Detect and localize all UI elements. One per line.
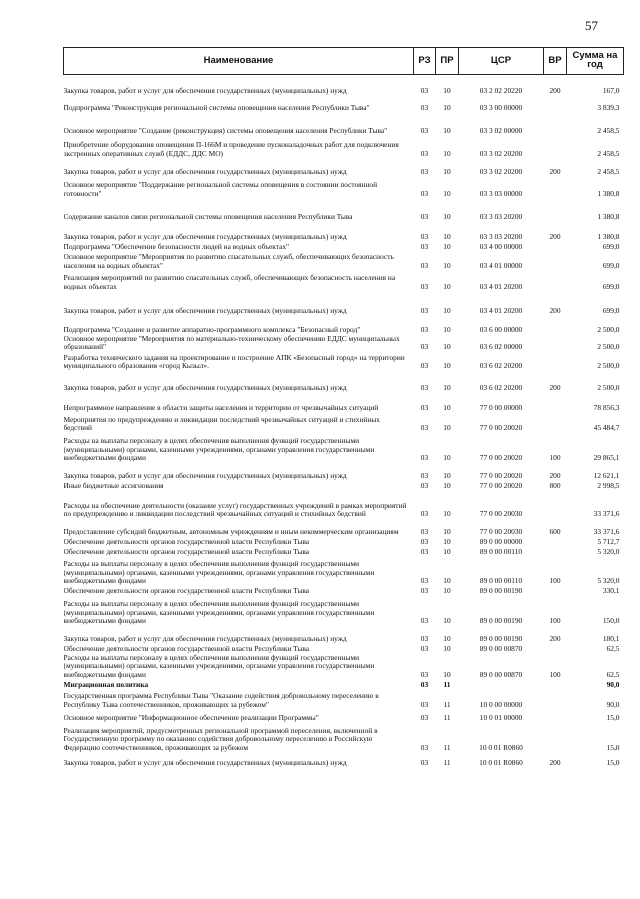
row-pr: 10: [443, 471, 451, 481]
header-pr: ПР: [436, 48, 459, 75]
row-vr: 800: [549, 481, 561, 491]
row-vr: [544, 113, 567, 136]
row-sum: 2 458,5: [597, 148, 620, 158]
table-row: [64, 242, 624, 252]
row-rz: 03: [420, 324, 429, 334]
row-rz: 03: [420, 305, 429, 315]
row-csr: 89 0 00 00190: [479, 616, 523, 626]
row-sum: 2 500,0: [597, 383, 620, 393]
table-row: [64, 586, 624, 596]
row-rz: 03: [420, 537, 429, 547]
row-pr: 10: [443, 509, 451, 519]
row-csr: 03 3 03 00000: [479, 188, 523, 198]
row-name: Расходы на выплаты персоналу в целях обеспечения выполнения функций государственными (муниципальными) органами, казенными учреждениями, органами управления государственными внебюджетными фондами: [63, 653, 375, 679]
row-name: Закупка товаров, работ и услуг для обеспечения государственных (муниципальных) нужд: [63, 757, 347, 767]
row-sum: 29 865,1: [593, 453, 620, 463]
row-vr: 200: [549, 231, 561, 241]
row-sum: 699,0: [602, 281, 620, 291]
row-csr: 03 4 01 20200: [479, 305, 523, 315]
row-csr: 77 0 00 20020: [479, 453, 523, 463]
row-rz: 03: [420, 471, 429, 481]
table-row: [64, 654, 624, 680]
row-csr: 03 3 03 20200: [479, 211, 523, 221]
table-row: [64, 75, 624, 96]
row-name: Закупка товаров, работ и услуг для обеспечения государственных (муниципальных) нужд: [63, 85, 347, 95]
row-csr: 89 0 00 00190: [479, 634, 523, 644]
row-pr: 10: [443, 148, 451, 158]
row-pr: 10: [443, 453, 451, 463]
row-rz: 03: [420, 85, 429, 95]
row-vr: [544, 709, 567, 722]
table-row: [64, 316, 624, 335]
row-vr: [544, 271, 567, 292]
row-rz: 03: [420, 281, 429, 291]
table-row: [64, 335, 624, 352]
table-body: [64, 75, 624, 768]
row-sum: 330,1: [602, 586, 620, 596]
row-pr: 10: [443, 383, 451, 393]
row-pr: 10: [443, 85, 451, 95]
row-sum: 15,0: [606, 712, 620, 722]
row-pr: 10: [443, 537, 451, 547]
row-pr: 11: [443, 699, 451, 709]
row-rz: 03: [420, 679, 429, 689]
row-pr: 10: [443, 481, 451, 491]
row-csr: 03 6 00 00000: [479, 324, 523, 334]
row-csr: 77 0 00 20020: [479, 471, 523, 481]
row-name: Реализация мероприятий по развитию спасательных служб, обеспечивающих безопасность населения на водных объектах: [63, 273, 396, 291]
table-row: [64, 547, 624, 557]
row-pr: 10: [443, 125, 451, 135]
row-rz: 03: [420, 231, 429, 241]
row-csr: 10 0 01 00000: [479, 712, 523, 722]
row-csr: 03 6 02 20200: [479, 383, 523, 393]
page-number: 57: [585, 18, 598, 33]
row-sum: 2 500,0: [597, 342, 620, 352]
row-name: Расходы на выплаты персоналу в целях обеспечения выполнения функций государственными (муниципальными) органами, казенными учреждениями, органами управления государственными внебюджетными фондами: [63, 558, 375, 586]
row-name: Закупка товаров, работ и услуг для обеспечения государственных (муниципальных) нужд: [63, 166, 347, 176]
table-row: [64, 689, 624, 709]
row-vr: 200: [549, 634, 561, 644]
budget-table: [63, 47, 624, 767]
row-rz: 03: [420, 644, 429, 654]
row-sum: 5 712,7: [597, 537, 620, 547]
row-vr: [544, 136, 567, 159]
table-row: [64, 626, 624, 644]
row-pr: 10: [443, 423, 451, 433]
row-vr: 100: [549, 616, 561, 626]
row-name: Подпрограмма "Создание и развитие аппаратно-программного комплекса "Безопасный город": [63, 324, 361, 334]
header-rz: РЗ: [414, 48, 436, 75]
row-csr: 77 0 00 20020: [479, 423, 523, 433]
row-csr: 10 0 01 R0860: [479, 742, 523, 752]
row-vr: [544, 689, 567, 709]
table-row: [64, 722, 624, 752]
row-vr: [544, 242, 567, 252]
row-pr: 10: [443, 281, 451, 291]
table-row: [64, 644, 624, 654]
row-name: Обеспечение деятельности органов государственной власти Республики Тыва: [63, 586, 310, 596]
row-pr: 10: [443, 102, 451, 112]
row-sum: 150,0: [602, 616, 620, 626]
row-csr: 03 4 01 20200: [479, 281, 523, 291]
row-pr: 10: [443, 324, 451, 334]
row-rz: 03: [420, 527, 429, 537]
row-name: Закупка товаров, работ и услуг для обеспечения государственных (муниципальных) нужд: [63, 231, 347, 241]
row-csr: 03 3 02 20200: [479, 166, 523, 176]
row-sum: 90,0: [606, 679, 620, 689]
row-name: Государственная программа Республики Тыва "Оказание содействия добровольному переселению в Республику Тыва соотечественников, проживающих за рубежом": [63, 691, 379, 709]
row-name: Основное мероприятие "Создание (реконструкция) системы оповещения населения Республики Тыва": [63, 125, 388, 135]
row-pr: 10: [443, 403, 451, 413]
row-csr: 89 0 00 00870: [479, 669, 523, 679]
header-name: Наименование: [64, 48, 414, 75]
row-vr: 100: [549, 576, 561, 586]
row-name: Миграционная политика: [63, 679, 149, 689]
row-rz: 03: [420, 383, 429, 393]
row-name: Содержание каналов связи региональной системы оповещения населения Республики Тыва: [63, 211, 353, 221]
row-vr: [544, 491, 567, 519]
table-row: [64, 292, 624, 316]
table-row: [64, 199, 624, 222]
row-rz: 03: [420, 403, 429, 413]
row-rz: 03: [420, 576, 429, 586]
row-sum: 1 380,8: [597, 188, 620, 198]
row-pr: 10: [443, 644, 451, 654]
row-rz: 03: [420, 148, 429, 158]
row-rz: 03: [420, 241, 429, 251]
row-rz: 03: [420, 166, 429, 176]
row-name: Закупка товаров, работ и услуг для обеспечения государственных (муниципальных) нужд: [63, 634, 347, 644]
row-rz: 03: [420, 757, 429, 767]
row-csr: [459, 679, 544, 689]
row-sum: 78 856,3: [593, 403, 620, 413]
row-name: Закупка товаров, работ и услуг для обеспечения государственных (муниципальных) нужд: [63, 383, 347, 393]
row-sum: 180,1: [602, 634, 620, 644]
row-csr: 03 6 02 00000: [479, 342, 523, 352]
row-csr: 03 2 02 20220: [479, 85, 523, 95]
row-csr: 89 0 00 00000: [479, 537, 523, 547]
row-vr: [544, 96, 567, 113]
table-row: [64, 481, 624, 491]
row-csr: 03 4 00 00000: [479, 241, 523, 251]
row-pr: 10: [443, 616, 451, 626]
row-pr: 10: [443, 260, 451, 270]
row-vr: [544, 252, 567, 271]
row-csr: 89 0 00 00190: [479, 586, 523, 596]
row-pr: 10: [443, 231, 451, 241]
row-name: Обеспечение деятельности органов государственной власти Республики Тыва: [63, 644, 310, 654]
row-vr: [544, 316, 567, 335]
row-name: Иные бюджетные ассигнования: [63, 481, 164, 491]
row-rz: 03: [420, 742, 429, 752]
row-rz: 03: [420, 125, 429, 135]
row-csr: 77 0 00 20030: [479, 509, 523, 519]
row-sum: 699,0: [602, 305, 620, 315]
row-name: Обеспечение деятельности органов государственной власти Республики Тыва: [63, 537, 310, 547]
row-name: Расходы на обеспечение деятельности (оказание услуг) государственных учреждений в рамках мероприятий по предупреждению и ликвидации последствий чрезвычайных ситуаций и стихийных бедствий: [63, 500, 407, 519]
row-sum: 2 998,5: [597, 481, 620, 491]
table-row: [64, 113, 624, 136]
row-name: Расходы на выплаты персоналу в целях обеспечения выполнения функций государственными (муниципальными) органами, казенными учреждениями, органами управления государственными внебюджетными фондами: [63, 435, 375, 463]
row-pr: 11: [443, 757, 451, 767]
table-row: [64, 371, 624, 393]
row-sum: 62,5: [606, 669, 620, 679]
row-pr: 10: [443, 166, 451, 176]
row-vr: [544, 199, 567, 222]
table-row: [64, 159, 624, 177]
row-pr: 11: [443, 679, 451, 689]
row-vr: 600: [549, 527, 561, 537]
row-csr: 10 0 01 R0860: [479, 757, 523, 767]
row-sum: 5 320,0: [597, 547, 620, 557]
row-vr: 200: [549, 166, 561, 176]
row-vr: 100: [549, 453, 561, 463]
table-header: [64, 48, 624, 75]
row-sum: 167,0: [602, 85, 620, 95]
row-pr: 11: [443, 712, 451, 722]
row-csr: 89 0 00 00110: [479, 547, 523, 557]
row-vr: [544, 547, 567, 557]
table-row: [64, 491, 624, 519]
row-vr: [544, 177, 567, 199]
table-row: [64, 352, 624, 371]
row-rz: 03: [420, 699, 429, 709]
table-row: [64, 596, 624, 626]
row-name: Приобретение оборудования оповещения П-166М и проведение пусконаладочных работ для подключения экстренных оперативных служб (ЕДДС, ДДС МО): [63, 140, 399, 158]
row-csr: 03 4 01 00000: [479, 260, 523, 270]
row-sum: 699,0: [602, 241, 620, 251]
row-pr: 10: [443, 342, 451, 352]
row-sum: 3 839,3: [597, 102, 620, 112]
row-pr: 10: [443, 305, 451, 315]
row-vr: 200: [549, 85, 561, 95]
table-row: [64, 709, 624, 722]
row-rz: 03: [420, 616, 429, 626]
table-row: [64, 463, 624, 481]
table-row: [64, 752, 624, 767]
table-row: [64, 557, 624, 586]
row-name: Подпрограмма "Реконструкция региональной системы оповещения населения Республики Тыва": [63, 102, 370, 112]
table-row: [64, 252, 624, 271]
row-pr: 10: [443, 241, 451, 251]
row-rz: 03: [420, 453, 429, 463]
row-pr: 10: [443, 586, 451, 596]
row-vr: 200: [549, 305, 561, 315]
row-name: Закупка товаров, работ и услуг для обеспечения государственных (муниципальных) нужд: [63, 471, 347, 481]
row-pr: 10: [443, 527, 451, 537]
table-row: [64, 177, 624, 199]
row-vr: [544, 352, 567, 371]
table-row: [64, 96, 624, 113]
header-csr: ЦСР: [459, 48, 544, 75]
row-sum: 15,0: [606, 757, 620, 767]
row-csr: 03 3 03 20200: [479, 231, 523, 241]
table-row: [64, 271, 624, 292]
row-pr: 10: [443, 634, 451, 644]
row-sum: 12 621,1: [593, 471, 620, 481]
row-vr: [544, 644, 567, 654]
row-name: Мероприятия по предупреждению и ликвидации последствий чрезвычайных ситуаций и стихийных бедствий: [63, 414, 380, 433]
table-row: [64, 413, 624, 433]
row-vr: [544, 722, 567, 752]
table-row: [64, 393, 624, 413]
row-rz: 03: [420, 586, 429, 596]
row-csr: 03 3 02 20200: [479, 148, 523, 158]
row-name: Основное мероприятие "Поддержание региональной системы оповещения в состоянии постоянной готовности": [63, 180, 378, 198]
row-vr: 200: [549, 471, 561, 481]
row-sum: 1 380,8: [597, 211, 620, 221]
row-vr: [544, 393, 567, 413]
row-rz: 03: [420, 342, 429, 352]
row-sum: 5 320,0: [597, 576, 620, 586]
row-rz: 03: [420, 481, 429, 491]
row-name: Реализация мероприятий, предусмотренных региональной программой переселения, включенной в Государственную программу по оказанию содействия добровольному переселению в Российскую Федерацию соотечественников, проживающих за рубежом: [63, 725, 378, 752]
table-row: [64, 222, 624, 242]
row-rz: 03: [420, 102, 429, 112]
row-rz: 03: [420, 509, 429, 519]
row-name: Предоставление субсидий бюджетным, автономным учреждениям и иным некоммерческим организациям: [63, 527, 399, 537]
row-csr: 10 0 00 00000: [479, 699, 523, 709]
header-sum: Сумма на год: [567, 48, 624, 75]
row-csr: 77 0 00 20030: [479, 527, 523, 537]
row-csr: 89 0 00 00110: [479, 576, 523, 586]
row-rz: 03: [420, 634, 429, 644]
row-rz: 03: [420, 712, 429, 722]
row-csr: 89 0 00 00870: [479, 644, 523, 654]
table-row: [64, 679, 624, 689]
row-csr: 03 3 00 00000: [479, 102, 523, 112]
row-rz: 03: [420, 361, 429, 371]
row-vr: [544, 335, 567, 352]
row-name: Обеспечение деятельности органов государственной власти Республики Тыва: [63, 547, 310, 557]
row-vr: 100: [549, 669, 561, 679]
row-sum: 1 380,8: [597, 231, 620, 241]
row-sum: 699,0: [602, 260, 620, 270]
row-name: Основное мероприятие "Мероприятия по развитию спасательных служб, обеспечивающих безопасность населения на водных объектах": [63, 252, 394, 270]
row-pr: 10: [443, 576, 451, 586]
row-vr: 200: [549, 383, 561, 393]
row-sum: 90,0: [606, 699, 620, 709]
row-pr: 11: [443, 742, 451, 752]
row-name: Непрограммное направление в области защиты населения и территории от чрезвычайных ситуаций: [63, 403, 379, 413]
row-csr: 03 6 02 20200: [479, 361, 523, 371]
table-row: [64, 519, 624, 537]
row-name: Подпрограмма "Обеспечение безопасности людей на водных объектах": [63, 241, 290, 251]
row-csr: 77 0 00 20020: [479, 481, 523, 491]
row-vr: 200: [549, 757, 561, 767]
row-sum: 2 500,0: [597, 324, 620, 334]
row-sum: 2 458,5: [597, 166, 620, 176]
row-pr: 10: [443, 188, 451, 198]
header-vr: ВР: [544, 48, 567, 75]
row-sum: 2 458,5: [597, 125, 620, 135]
row-csr: 77 0 00 00000: [479, 403, 523, 413]
row-rz: 03: [420, 423, 429, 433]
row-pr: 10: [443, 669, 451, 679]
row-vr: [544, 413, 567, 433]
table-row: [64, 433, 624, 463]
row-name: Закупка товаров, работ и услуг для обеспечения государственных (муниципальных) нужд: [63, 305, 347, 315]
row-pr: 10: [443, 547, 451, 557]
row-pr: 10: [443, 361, 451, 371]
row-sum: 62,5: [606, 644, 620, 654]
row-sum: 2 500,0: [597, 361, 620, 371]
row-vr: [544, 537, 567, 547]
row-name: Основное мероприятие "Информационное обеспечение реализации Программы": [63, 712, 319, 722]
row-rz: 03: [420, 211, 429, 221]
row-rz: 03: [420, 188, 429, 198]
row-csr: 03 3 02 00000: [479, 125, 523, 135]
table-row: [64, 537, 624, 547]
row-name: Основное мероприятие "Мероприятия по материально-техническому обеспечению ЕДДС муниципальных образований": [63, 334, 400, 352]
row-name: Разработка технического задания на проектирование и построение АПК «Безопасный город» на территории муниципального образования «город Кызыл».: [63, 352, 405, 371]
row-sum: 15,0: [606, 742, 620, 752]
row-name: Расходы на выплаты персоналу в целях обеспечения выполнения функций государственными (муниципальными) органами, казенными учреждениями, органами управления государственными внебюджетными фондами: [63, 598, 375, 626]
row-rz: 03: [420, 547, 429, 557]
row-vr: [544, 679, 567, 689]
row-rz: 03: [420, 669, 429, 679]
row-sum: 33 371,6: [593, 527, 620, 537]
table-row: [64, 136, 624, 159]
row-sum: 45 484,7: [593, 423, 620, 433]
row-pr: 10: [443, 211, 451, 221]
budget-table-container: [63, 47, 623, 767]
row-rz: 03: [420, 260, 429, 270]
row-vr: [544, 586, 567, 596]
row-sum: 33 371,6: [593, 509, 620, 519]
